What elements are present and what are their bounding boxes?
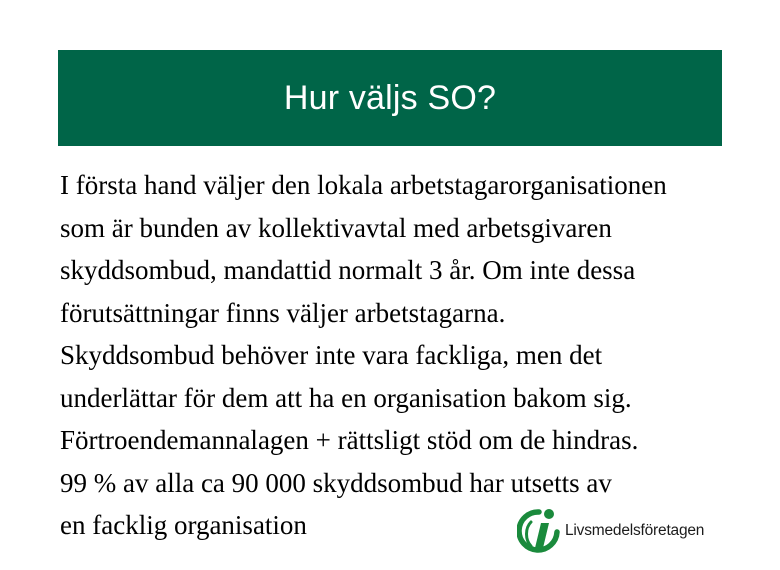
body-line: Skyddsombud behöver inte vara fackliga, men det bbox=[60, 340, 603, 370]
body-line: som är bunden av kollektivavtal med arbetsgivaren bbox=[60, 212, 612, 243]
body-line: förutsättningar finns väljer arbetstagarna. bbox=[60, 297, 506, 328]
company-logo bbox=[517, 505, 707, 557]
slide-title: Hur väljs SO? bbox=[283, 78, 497, 117]
slide-body bbox=[60, 164, 750, 547]
body-line: 99 % av alla ca 90 000 skyddsombud har utsetts av bbox=[60, 467, 612, 498]
logo-text: Livsmedelsföretagen bbox=[565, 522, 705, 539]
body-line: Förtroendemannalagen + rättsligt stöd om de hindras. bbox=[60, 425, 639, 455]
body-line: skyddsombud, mandattid normalt 3 år. Om inte dessa bbox=[60, 255, 636, 285]
body-line: I första hand väljer den lokala arbetstagarorganisationen bbox=[60, 170, 667, 200]
livsmedelsforetagen-logo-icon bbox=[517, 506, 561, 556]
title-bar bbox=[58, 50, 722, 146]
body-line: underlättar för dem att ha en organisation bakom sig. bbox=[60, 382, 632, 413]
body-line: en facklig organisation bbox=[60, 510, 307, 540]
